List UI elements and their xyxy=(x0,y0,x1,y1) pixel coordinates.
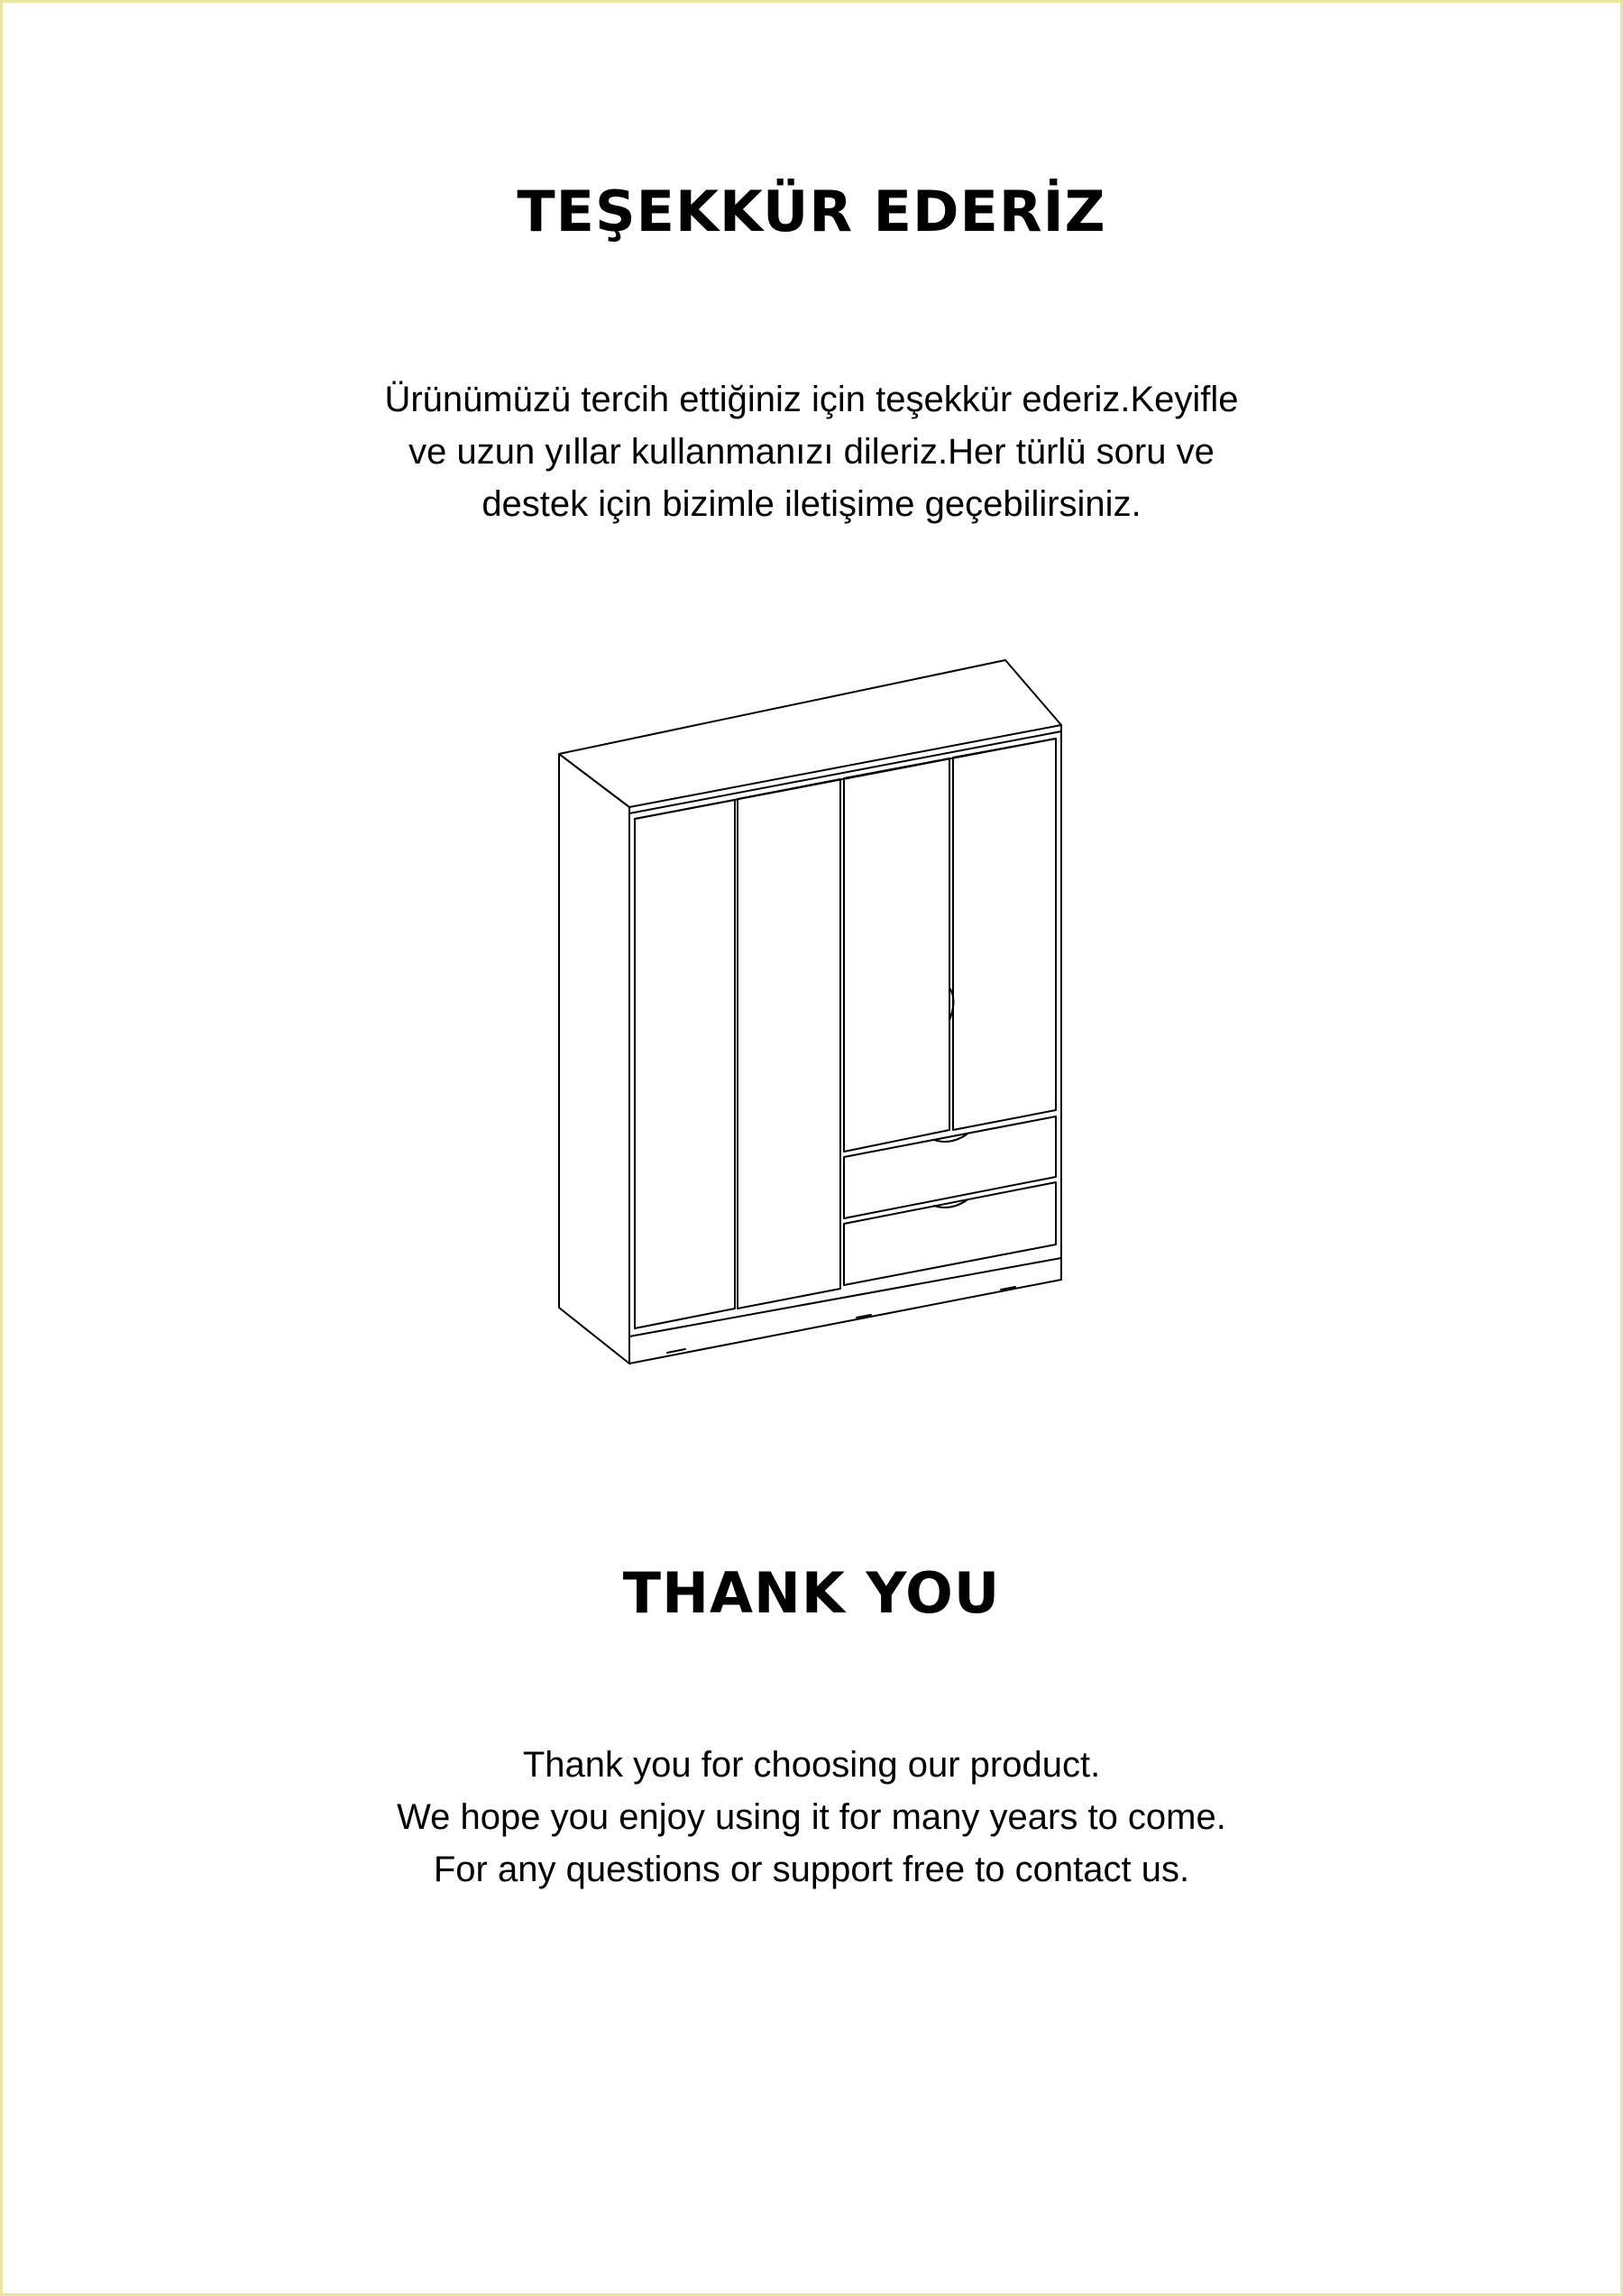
turkish-line-1: Ürünümüzü tercih ettiğiniz için teşekkür ederiz.Keyifle xyxy=(384,380,1239,419)
wardrobe-door-3 xyxy=(844,758,949,1152)
thank-you-text-turkish xyxy=(0,373,1623,530)
turkish-line-3: destek için bizimle iletişime geçebilirsiniz. xyxy=(481,484,1142,524)
english-line-3: For any questions or support free to contact us. xyxy=(433,1850,1190,1889)
thank-you-text-english xyxy=(0,1739,1623,1896)
wardrobe-top-edge-front xyxy=(629,731,1061,813)
title-english: THANK YOU xyxy=(622,1560,1001,1626)
wardrobe-plinth-line xyxy=(629,1258,1061,1336)
wardrobe-illustration-icon xyxy=(550,654,1073,1375)
wardrobe-door-2 xyxy=(738,779,840,1309)
wardrobe-door-4 xyxy=(953,739,1056,1130)
english-line-1: Thank you for choosing our product. xyxy=(522,1745,1101,1785)
english-line-2: We hope you enjoy using it for many years to come. xyxy=(397,1797,1226,1837)
wardrobe-front-bottom xyxy=(629,1280,1061,1364)
wardrobe-foot xyxy=(667,1349,685,1353)
title-turkish: TEŞEKKÜR EDERİZ xyxy=(517,179,1106,244)
turkish-line-2: ve uzun yıllar kullanmanızı dileriz.Her türlü soru ve xyxy=(408,432,1215,472)
wardrobe-side-panel xyxy=(559,754,629,1364)
wardrobe-door-1 xyxy=(635,800,735,1328)
